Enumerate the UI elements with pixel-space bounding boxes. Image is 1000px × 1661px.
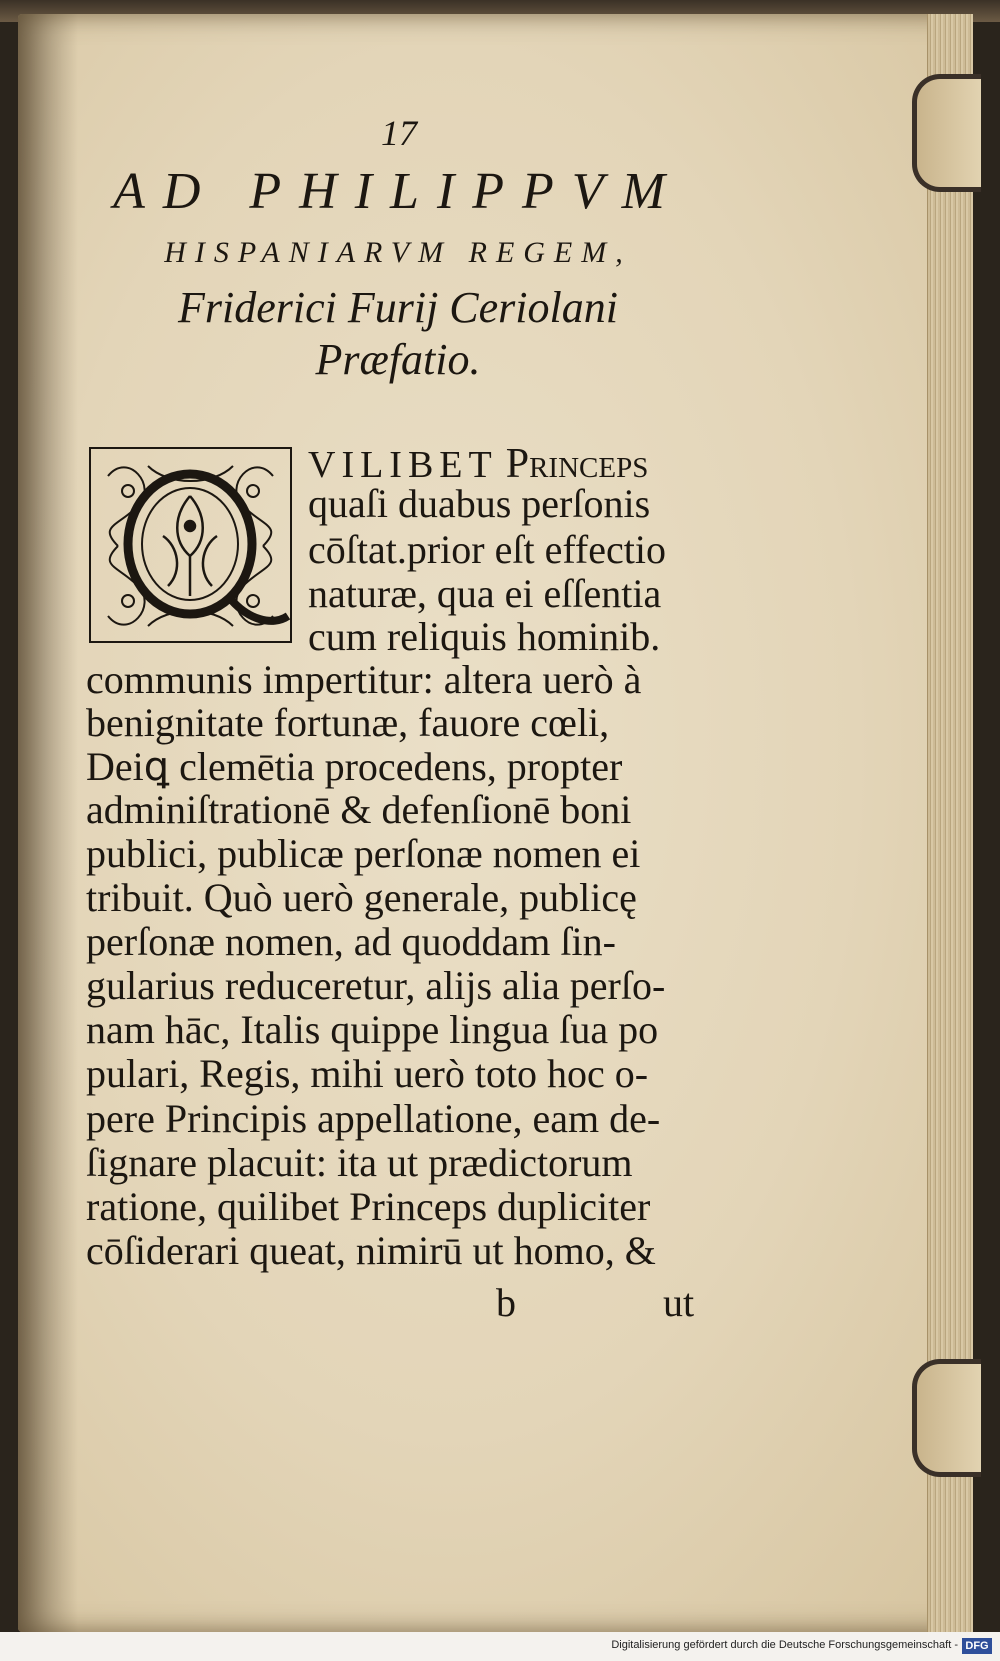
body-line: ſignare placuit: ita ut prædictorum bbox=[86, 1140, 633, 1185]
body-line: quaſi duabus perſonis bbox=[308, 481, 651, 526]
heading-line-4: Præfatio. bbox=[315, 335, 481, 384]
footer-bar bbox=[0, 1632, 1000, 1661]
body-line: adminiſtrationē & defenſionē boni bbox=[86, 787, 632, 832]
body-line: pere Principis appellatione, eam de- bbox=[86, 1096, 661, 1141]
book-page bbox=[18, 14, 973, 1632]
body-line: ratione, quilibet Princeps dupliciter bbox=[86, 1184, 651, 1229]
body-line: cōſiderari queat, nimirū ut homo, & bbox=[86, 1228, 656, 1273]
body-line: benignitate fortunæ, fauore cœli, bbox=[86, 700, 610, 745]
dfg-logo: DFG bbox=[962, 1638, 992, 1654]
body-line: cōſtat.prior eſt effectio bbox=[308, 527, 666, 572]
body-line: perſonæ nomen, ad quoddam ſin- bbox=[86, 919, 616, 964]
footer-credit: Digitalisierung gefördert durch die Deutsche Forschungsgemeinschaft - bbox=[611, 1639, 958, 1651]
body-line: pulari, Regis, mihi uerò toto hoc o- bbox=[86, 1051, 649, 1096]
body-line: nam hāc, Italis quippe lingua ſua po bbox=[86, 1007, 659, 1052]
body-line: Deiꝗ clemētia procedens, propter bbox=[86, 744, 623, 789]
first-word-caps: VILIBET bbox=[308, 444, 498, 486]
body-line: naturæ, qua ei eſſentia bbox=[308, 571, 662, 616]
text-block bbox=[18, 14, 973, 1632]
heading-line-2: HISPANIARVM REGEM, bbox=[164, 236, 632, 269]
decorated-initial-q bbox=[88, 446, 293, 644]
body-line: publici, publicæ perſonæ nomen ei bbox=[86, 831, 641, 876]
body-line: cum reliquis hominib. bbox=[308, 614, 661, 659]
body-line: gularius reduceretur, aliјs alia perſo- bbox=[86, 963, 666, 1008]
first-word-rest: Princeps bbox=[505, 441, 649, 487]
heading-line-1: AD PHILIPPVM bbox=[113, 163, 683, 220]
page-number: 17 bbox=[381, 113, 417, 153]
signature-mark: b bbox=[496, 1280, 516, 1325]
catchword: ut bbox=[663, 1280, 695, 1325]
body-line: tribuit. Quò uerò generale, publicę bbox=[86, 875, 637, 920]
heading-line-3: Friderici Furij Ceriolani bbox=[178, 283, 618, 332]
body-line: communis impertitur: altera uerò à bbox=[86, 657, 642, 702]
